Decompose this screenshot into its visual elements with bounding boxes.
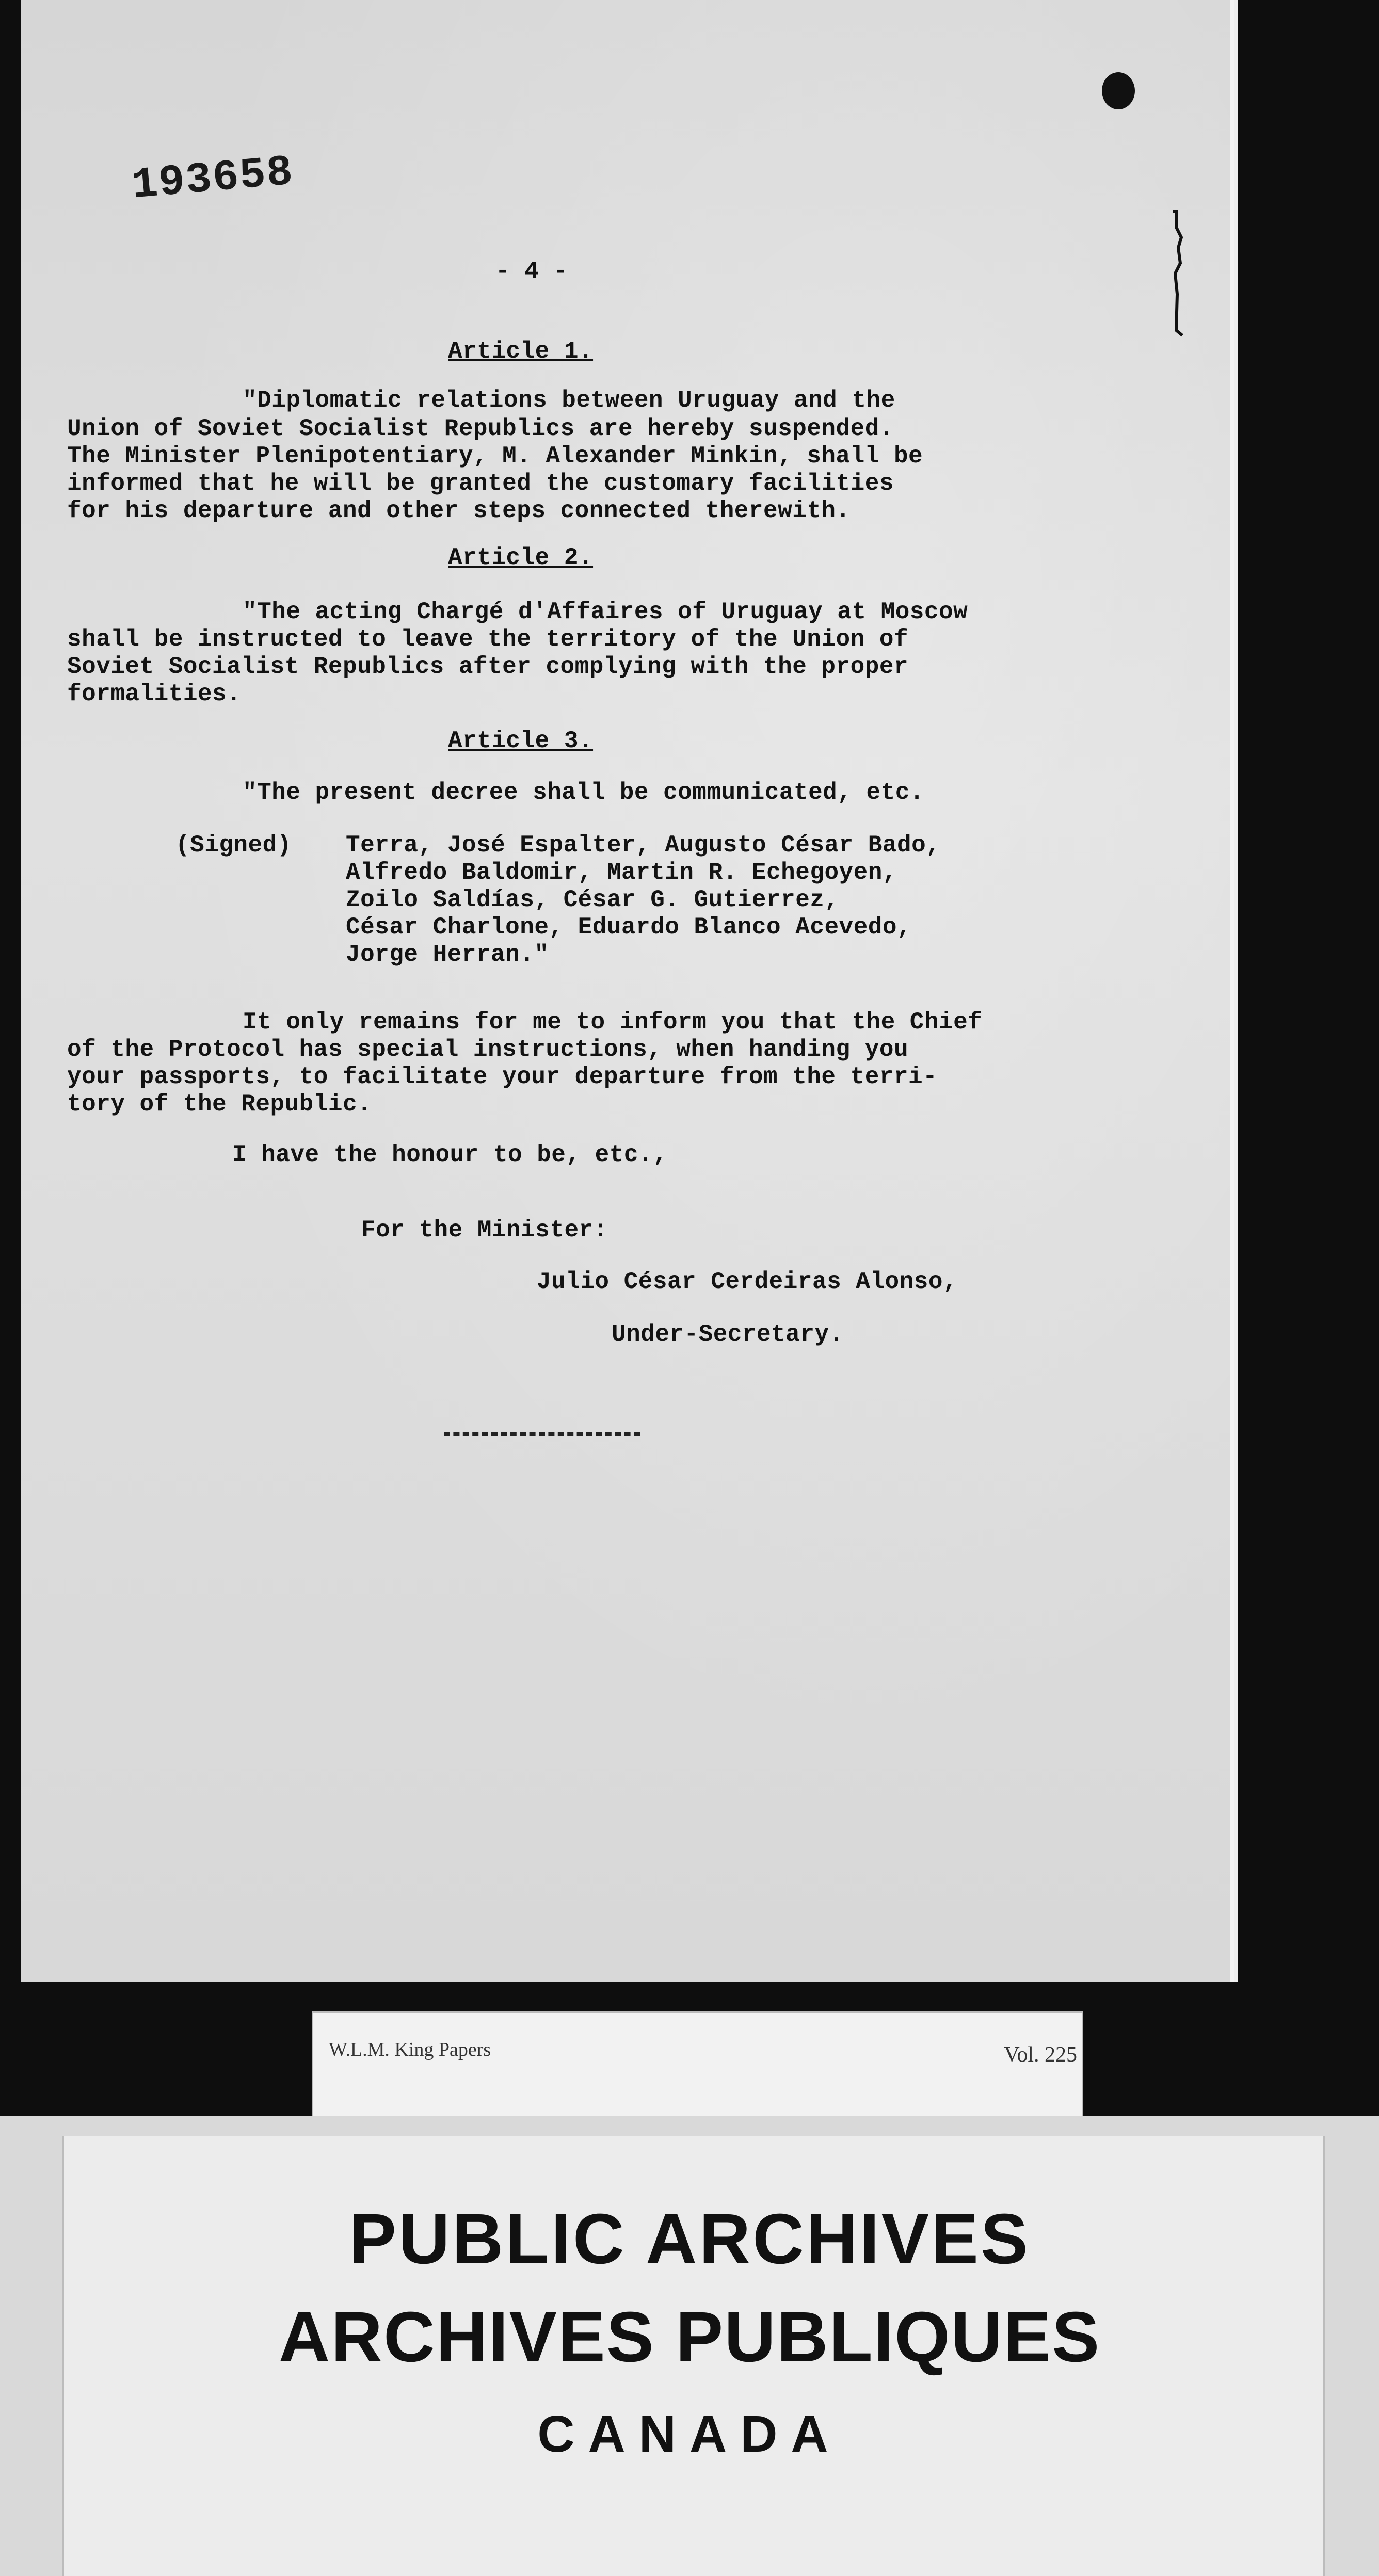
document-page [21, 0, 1234, 1982]
page-number: - 4 - [495, 258, 568, 285]
signatory-line: Jorge Herran." [346, 941, 549, 968]
punch-hole [1102, 72, 1135, 109]
article-3-heading: Article 3. [448, 728, 594, 754]
closing-line: It only remains for me to inform you that the Chief [243, 1009, 983, 1036]
volume-number: Vol. 225 [1004, 2043, 1077, 2067]
signed-label: (Signed) [175, 832, 292, 859]
signatory-line: Zoilo Saldías, César G. Gutierrez, [346, 887, 839, 913]
archive-line-english: PUBLIC ARCHIVES [349, 2199, 1030, 2279]
honour-line: I have the honour to be, etc., [232, 1141, 668, 1168]
article-1-line: informed that he will be granted the customary facilities [67, 470, 894, 497]
article-2-heading: Article 2. [448, 544, 594, 571]
article-2-line: "The acting Chargé d'Affaires of Uruguay at Moscow [243, 599, 968, 625]
document-stamp-number: 193658 [130, 148, 296, 211]
archive-line-country: CANADA [537, 2405, 842, 2463]
article-2-line: Soviet Socialist Republics after complying with the proper [67, 653, 909, 680]
signer-name: Julio César Cerdeiras Alonso, [537, 1268, 958, 1295]
article-1-line: for his departure and other steps connected therewith. [67, 497, 851, 524]
signer-title: Under-Secretary. [612, 1321, 844, 1348]
collection-label-strip [312, 2011, 1083, 2117]
closing-line: of the Protocol has special instructions, when handing you [67, 1036, 909, 1063]
for-minister-line: For the Minister: [361, 1217, 608, 1244]
separator-line [444, 1432, 640, 1436]
collection-name: W.L.M. King Papers [329, 2039, 491, 2060]
signatory-line: César Charlone, Eduardo Blanco Acevedo, [346, 914, 912, 941]
article-2-line: formalities. [67, 681, 242, 707]
article-1-line: "Diplomatic relations between Uruguay and the [243, 387, 895, 414]
article-1-heading: Article 1. [448, 338, 594, 365]
signatory-line: Alfredo Baldomir, Martin R. Echegoyen, [346, 859, 897, 886]
article-1-line: Union of Soviet Socialist Republics are hereby suspended. [67, 415, 894, 442]
closing-line: tory of the Republic. [67, 1091, 372, 1118]
article-3-line: "The present decree shall be communicated, etc. [243, 779, 924, 806]
archive-card [0, 2116, 1379, 2576]
signatory-line: Terra, José Espalter, Augusto César Bado, [346, 832, 941, 859]
article-1-line: The Minister Plenipotentiary, M. Alexander Minkin, shall be [67, 443, 923, 470]
closing-line: your passports, to facilitate your departure from the terri- [67, 1064, 938, 1090]
margin-bracket-mark [1169, 206, 1190, 341]
archive-line-french: ARCHIVES PUBLIQUES [278, 2297, 1101, 2377]
page-edge [1230, 0, 1234, 1982]
article-2-line: shall be instructed to leave the territory of the Union of [67, 626, 909, 653]
